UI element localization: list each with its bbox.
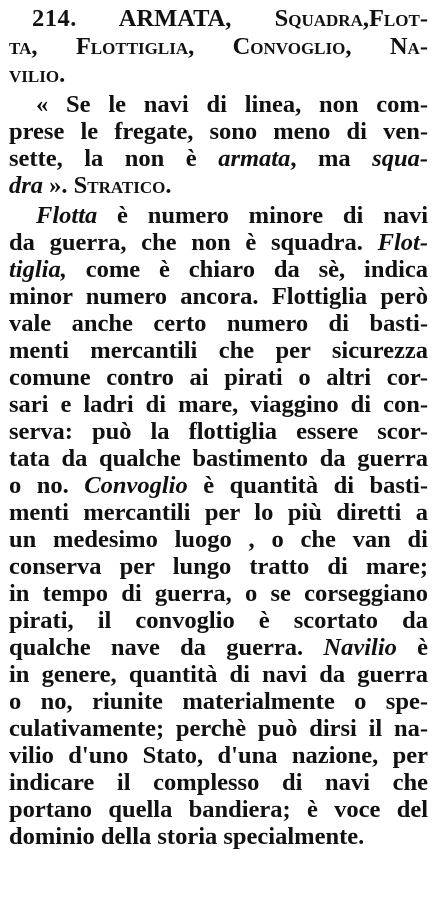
quote-line-3-mid: , ma xyxy=(290,145,351,172)
entry-heading-line-1 xyxy=(32,6,428,32)
body-line-18: in genere, quantità di navi da guerra xyxy=(9,661,428,688)
body-line-13: un medesimo luogo , o che van di xyxy=(9,526,428,553)
quote-term-squadra-part1: squa- xyxy=(372,145,428,172)
body-line-5: vale anche certo numero di basti- xyxy=(9,310,428,337)
body-line-7: comune contro ai pirati o altri cor- xyxy=(9,364,428,391)
entry-heading-line-2 xyxy=(9,34,428,60)
term-flottiglia-part2: tiglia, xyxy=(9,256,67,283)
term-convoglio: Convoglio xyxy=(84,472,188,499)
body-line-11-rest: è quantità di basti- xyxy=(203,472,429,499)
quote-source: Stratico. xyxy=(73,172,172,199)
body-line-2 xyxy=(9,230,428,256)
synonym-navilio-part2: vilio. xyxy=(9,61,66,88)
body-line-4: minor numero ancora. Flottiglia però xyxy=(9,283,428,310)
body-line-3 xyxy=(9,257,428,283)
body-line-14: conserva per lungo tratto di mare; xyxy=(9,553,428,580)
body-line-22: indicare il complesso di navi che xyxy=(9,769,428,796)
body-line-2-text: da guerra, che non è squadra. xyxy=(9,229,363,256)
quote-term-armata: armata xyxy=(218,145,291,172)
entry-headword: ARMATA, xyxy=(118,5,232,32)
body-line-11-text: o no. xyxy=(9,472,69,499)
entry-heading-line-3 xyxy=(9,62,65,88)
body-line-17 xyxy=(9,635,428,661)
quote-line-3-text: sette, la non è xyxy=(9,145,197,172)
body-line-17-end: è xyxy=(417,634,429,661)
body-line-15: in tempo di guerra, o se corseggiano xyxy=(9,580,428,607)
body-line-9: serva: può la flottiglia essere scor- xyxy=(9,418,428,445)
quote-line-4 xyxy=(9,173,172,199)
body-line-11 xyxy=(9,473,428,499)
entry-number: 214. xyxy=(32,5,77,32)
synonym-squadra: Squadra, xyxy=(274,5,369,32)
synonym-convoglio: Convoglio, xyxy=(232,33,352,60)
body-line-1 xyxy=(36,203,428,229)
term-flotta: Flotta xyxy=(36,202,98,229)
synonym-flotta-part2: ta, xyxy=(9,33,38,60)
synonym-flotta-part1: Flot- xyxy=(368,5,428,32)
body-line-16: pirati, il convoglio è scortato da xyxy=(9,607,428,634)
body-line-12: menti mercantili per lo più diretti a xyxy=(9,499,428,526)
body-line-23: portano quella bandiera; è voce del xyxy=(9,796,428,823)
quote-line-3 xyxy=(9,146,428,172)
term-navilio: Navilio xyxy=(323,634,397,661)
body-line-8: sari e ladri di mare, viaggino di con- xyxy=(9,391,428,418)
body-line-10: tata da qualche bastimento da guerra xyxy=(9,445,428,472)
quote-close: ». xyxy=(49,172,74,199)
quote-line-1: « Se le navi di linea, non com- xyxy=(36,91,428,118)
body-line-21: vilio d'uno Stato, d'una nazione, per xyxy=(9,742,428,769)
body-line-6: menti mercantili che per sicurezza xyxy=(9,337,428,364)
quote-term-squadra-part2: dra xyxy=(9,172,44,199)
body-line-24: dominio della storia specialmente. xyxy=(9,823,365,850)
synonym-flottiglia: Flottiglia, xyxy=(75,33,195,60)
body-line-17-text: qualche nave da guerra. xyxy=(9,634,304,661)
quote-line-2: prese le fregate, sono meno di ven- xyxy=(9,118,428,145)
body-line-19: o no, riunite materialmente o spe- xyxy=(9,688,428,715)
body-line-1-text: è numero minore di navi xyxy=(117,202,428,229)
body-line-3-text: come è chiaro da sè, indica xyxy=(85,256,429,283)
term-flottiglia-part1: Flot- xyxy=(377,229,428,256)
body-line-20: culativamente; perchè può dirsi il na- xyxy=(9,715,428,742)
synonym-navilio-part1: Na- xyxy=(389,33,428,60)
